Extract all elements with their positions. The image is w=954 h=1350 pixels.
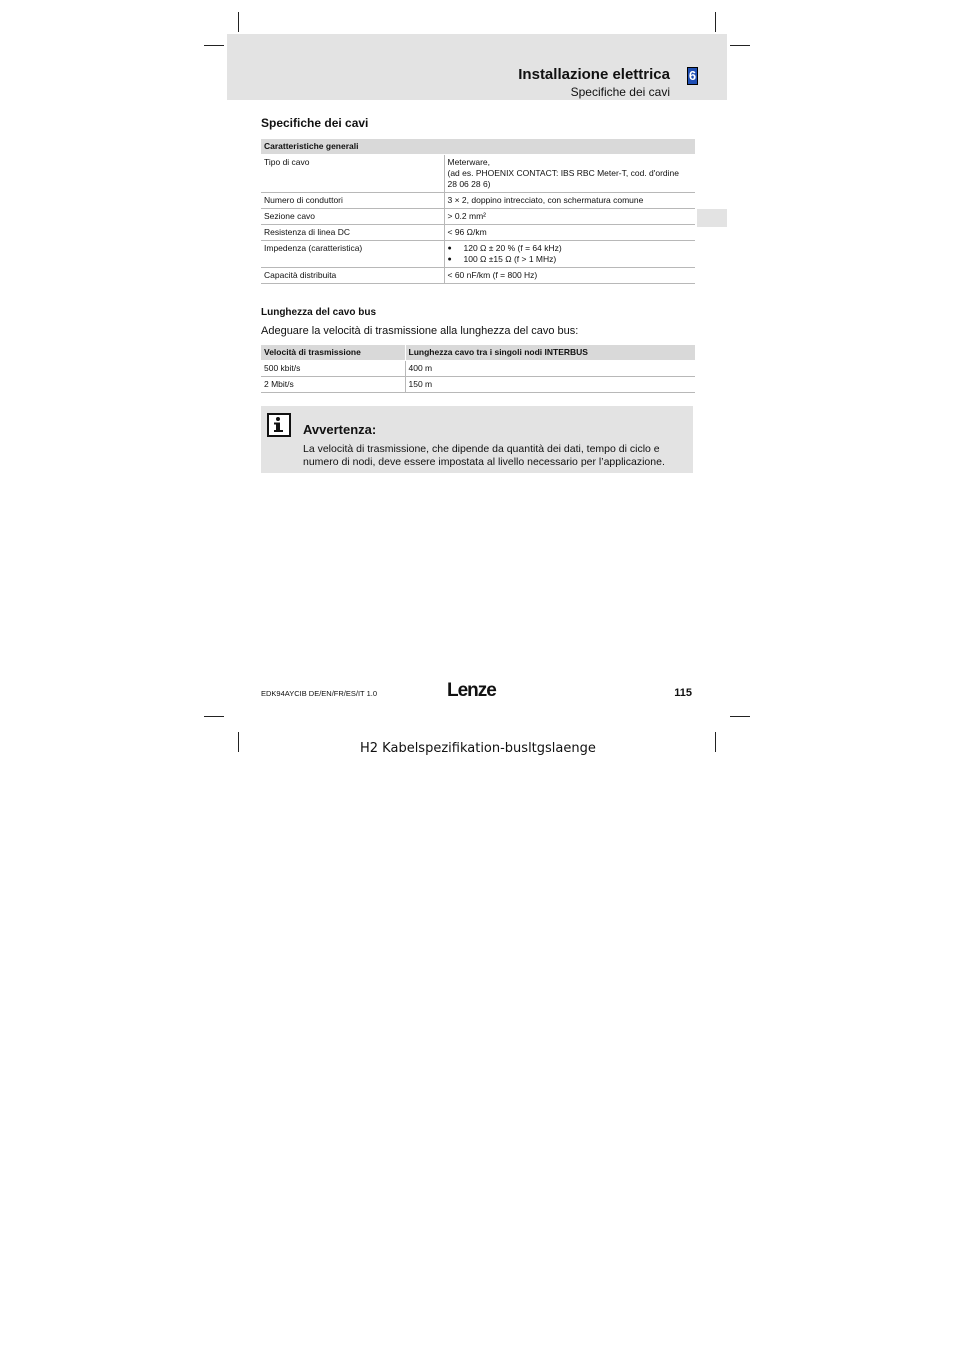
column-header: Lunghezza cavo tra i singoli nodi INTERBUS	[405, 345, 695, 361]
bullet-list	[448, 243, 693, 265]
bus-length-table	[261, 345, 695, 393]
chapter-number: 6	[688, 68, 697, 83]
row-value-line: Meterware,	[447, 157, 491, 167]
row-value-line: (ad es. PHOENIX CONTACT: IBS RBC Meter-T, cod. d'ordine	[447, 168, 680, 178]
row-label: Numero di conduttori	[261, 193, 444, 209]
chapter-subtitle: Specifiche dei cavi	[570, 85, 670, 99]
table-row	[261, 155, 695, 193]
row-label: Capacità distribuita	[261, 268, 444, 284]
row-label: Resistenza di linea DC	[261, 225, 444, 241]
crop-mark	[238, 732, 239, 752]
note-title: Avvertenza:	[303, 422, 377, 437]
note-box	[261, 406, 693, 473]
table-header-row	[261, 345, 695, 361]
lenze-logo: Lenze	[447, 680, 496, 701]
table-cell: 500 kbit/s	[261, 361, 405, 377]
row-value: > 0.2 mm²	[444, 209, 695, 225]
info-icon	[267, 413, 291, 437]
crop-mark	[715, 732, 716, 752]
column-header: Velocità di trasmissione	[261, 345, 405, 361]
side-tab	[697, 209, 727, 227]
crop-mark	[730, 716, 750, 717]
table-header-cell: Caratteristiche generali	[261, 139, 695, 155]
document-id: EDK94AYCIB DE/EN/FR/ES/IT 1.0	[261, 689, 378, 698]
table-row	[261, 209, 695, 225]
table-row	[261, 361, 695, 377]
table-row	[261, 241, 695, 268]
bullet-item: ● 120 Ω ± 20 % (f = 64 kHz)	[448, 243, 693, 254]
row-value: < 96 Ω/km	[444, 225, 695, 241]
crop-mark	[715, 12, 716, 32]
table-row	[261, 377, 695, 393]
table-header-row	[261, 139, 695, 155]
bullet-item: ● 100 Ω ±15 Ω (f > 1 MHz)	[448, 254, 693, 265]
row-value	[444, 241, 695, 268]
section-title: Specifiche dei cavi	[261, 116, 369, 130]
crop-mark	[204, 716, 224, 717]
table-row	[261, 225, 695, 241]
table-cell: 400 m	[405, 361, 695, 377]
table-cell: 2 Mbit/s	[261, 377, 405, 393]
row-value	[444, 155, 695, 193]
bus-length-intro: Adeguare la velocità di trasmissione alla lunghezza del cavo bus:	[261, 325, 579, 337]
row-value: < 60 nF/km (f = 800 Hz)	[444, 268, 695, 284]
crop-mark	[204, 45, 224, 46]
crop-mark	[730, 45, 750, 46]
note-text: La velocità di trasmissione, che dipende da quantità dei dati, tempo di ciclo e numero di nodi, deve essere impostata al livello necessario per l’applicazione.	[303, 443, 665, 468]
table-row	[261, 193, 695, 209]
crop-mark	[238, 12, 239, 32]
table-cell: 150 m	[405, 377, 695, 393]
spec-table	[261, 139, 695, 284]
bus-length-heading: Lunghezza del cavo bus	[261, 307, 377, 318]
table-row	[261, 268, 695, 284]
row-label: Impedenza (caratteristica)	[261, 241, 444, 268]
row-value: 3 × 2, doppino intrecciato, con schermatura comune	[444, 193, 695, 209]
row-label: Sezione cavo	[261, 209, 444, 225]
row-label: Tipo di cavo	[261, 155, 444, 193]
row-value-line: 28 06 28 6)	[447, 179, 491, 189]
figure-caption: H2 Kabelspezifikation-busltgslaenge	[360, 741, 596, 756]
page-number: 115	[674, 687, 692, 699]
chapter-title: Installazione elettrica	[518, 66, 670, 83]
